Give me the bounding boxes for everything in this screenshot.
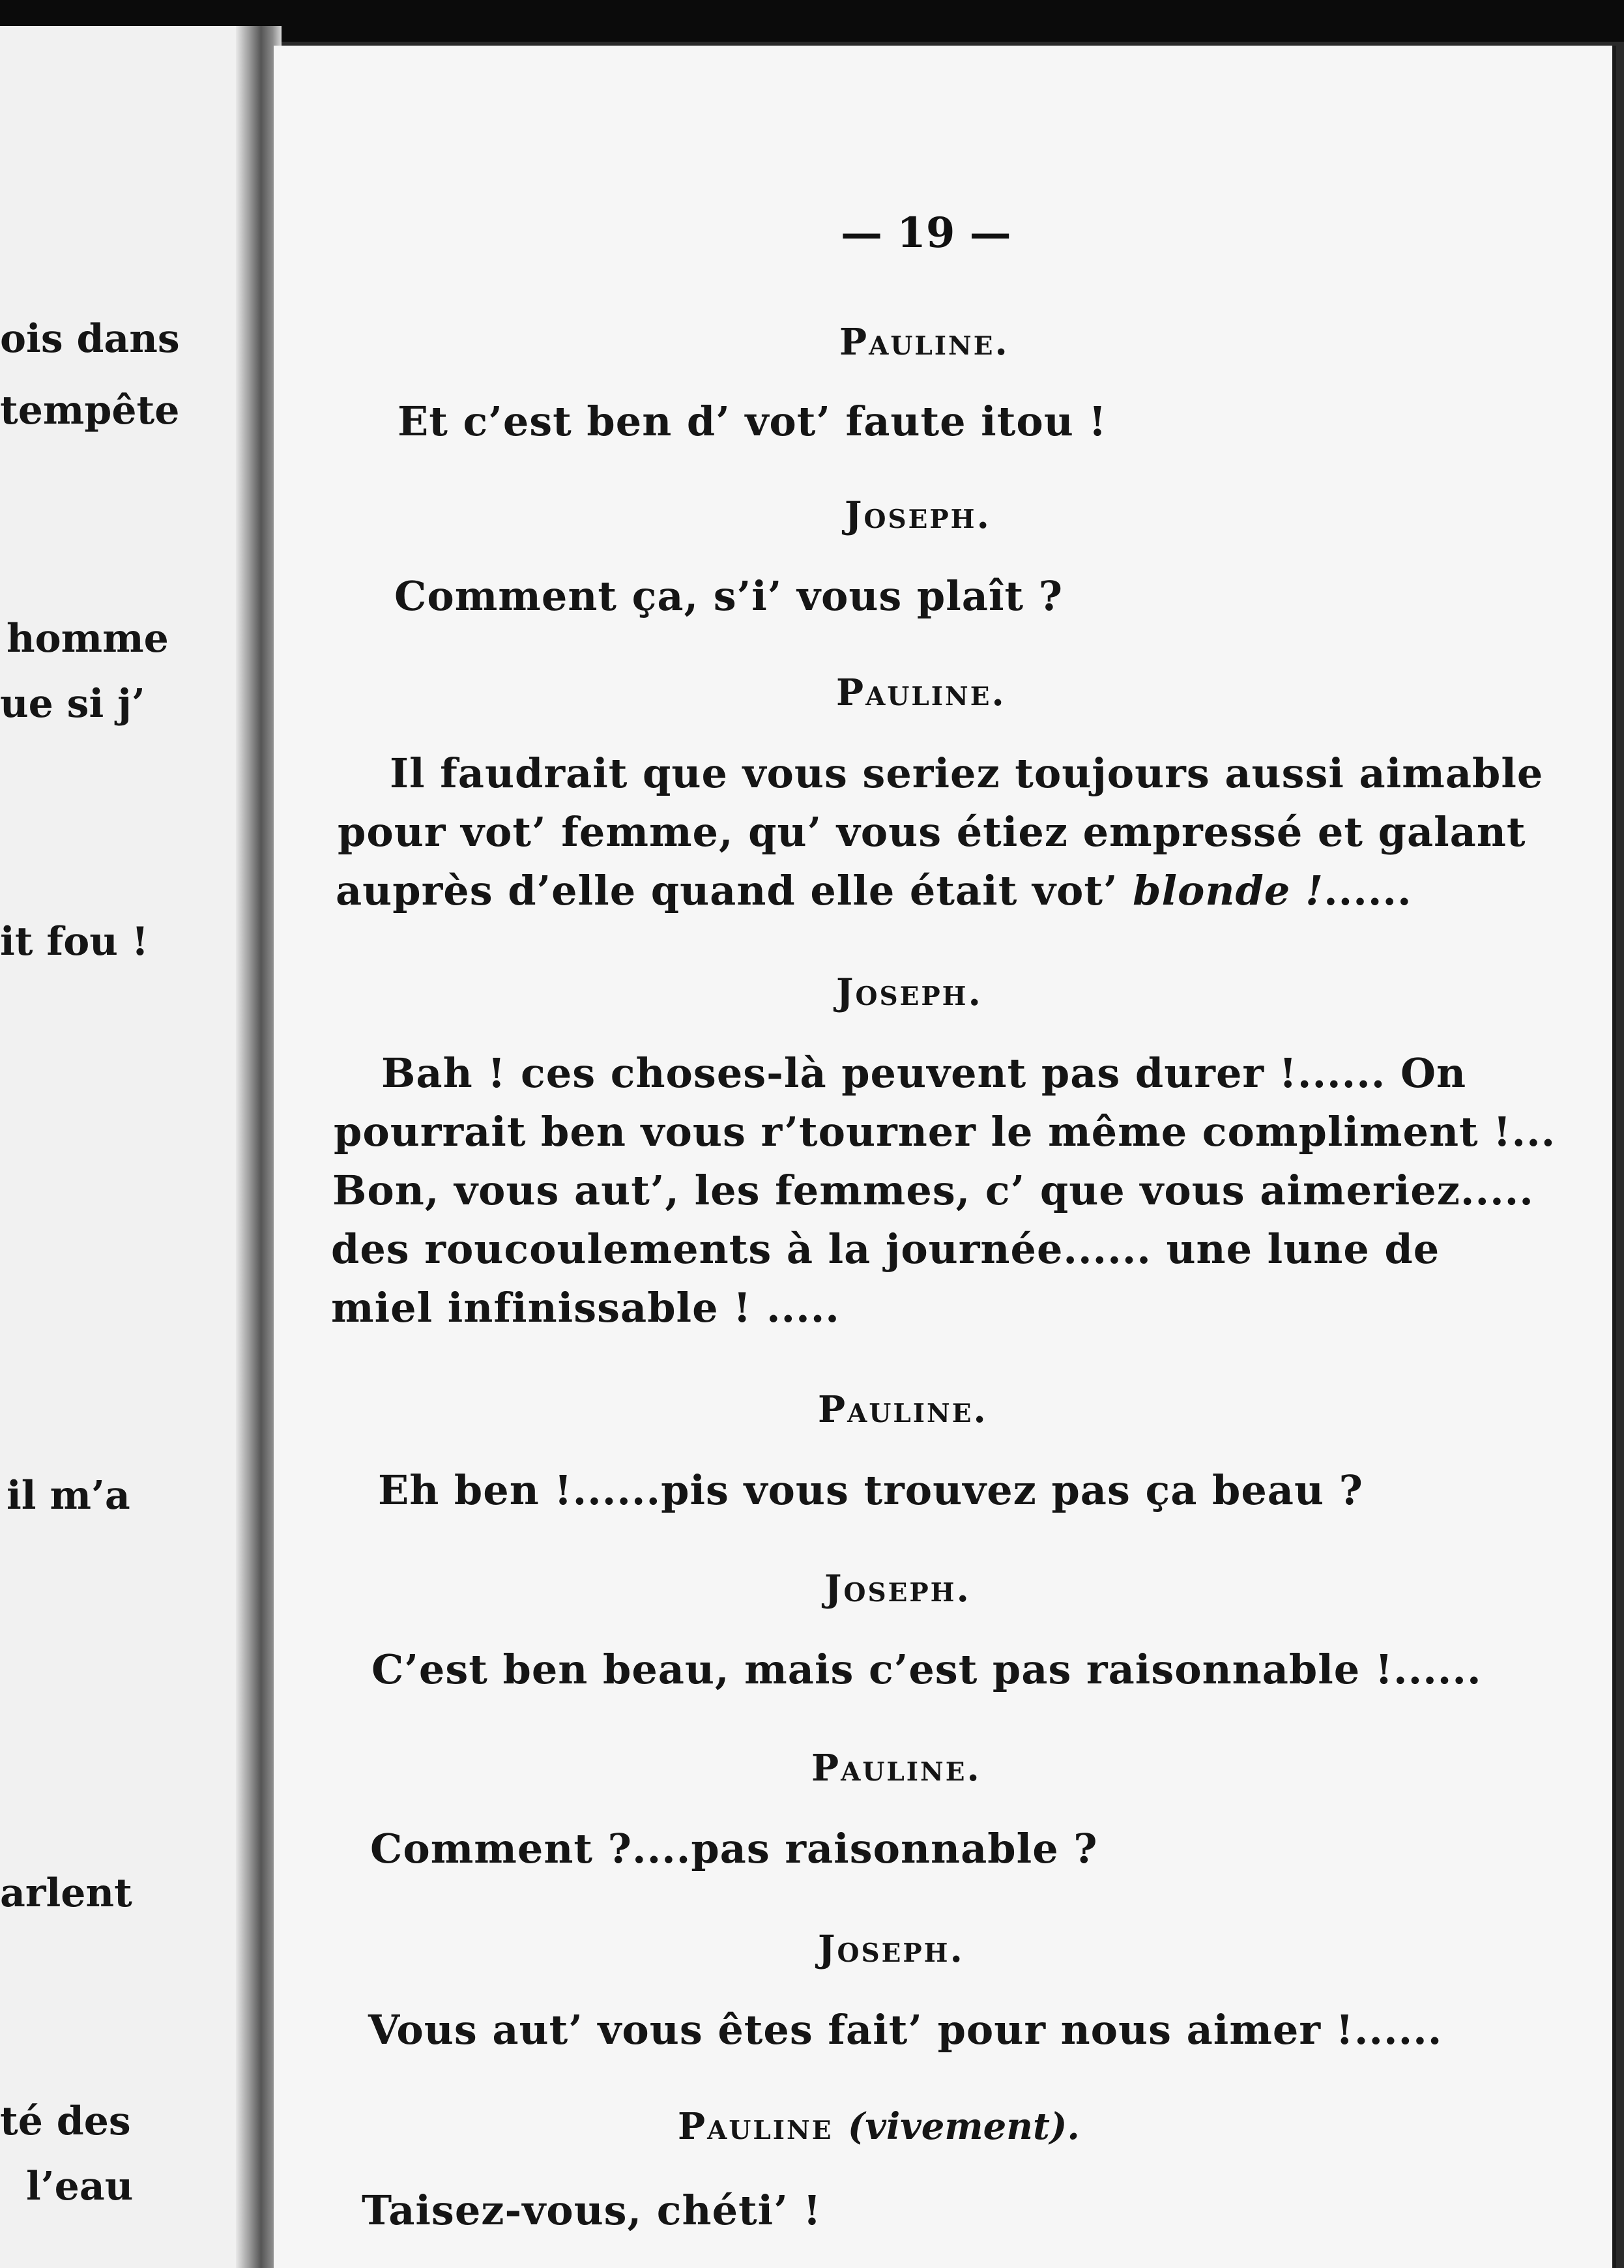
dialogue-line: Comment ça, s’i’ vous plaît ? bbox=[394, 572, 1064, 620]
speaker-label: Pauline. bbox=[836, 671, 1006, 714]
dialogue-line: Taisez-vous, chéti’ ! bbox=[362, 2187, 822, 2234]
speaker-label: Pauline. bbox=[811, 1747, 981, 1790]
left-fragment: it fou ! bbox=[0, 919, 149, 965]
dialogue-line: Bah ! ces choses-là peuvent pas durer !...... On bbox=[381, 1049, 1467, 1097]
page-number: — 19 — bbox=[841, 209, 1011, 257]
dialogue-line: Eh ben !......pis vous trouvez pas ça beau ? bbox=[378, 1466, 1363, 1514]
speaker-label: Joseph. bbox=[845, 494, 992, 537]
speaker-label: Pauline. bbox=[818, 1388, 988, 1431]
left-fragment: té des bbox=[0, 2099, 131, 2144]
speaker-label: Pauline. bbox=[839, 321, 1009, 364]
dialogue-text: auprès d’elle quand elle était vot’ bbox=[336, 867, 1133, 914]
dialogue-line: miel infinissable ! ..... bbox=[331, 1284, 840, 1331]
speaker-label: Joseph. bbox=[836, 971, 983, 1014]
dialogue-line: Vous aut’ vous êtes fait’ pour nous aimer !...... bbox=[368, 2006, 1443, 2054]
dialogue-line: Comment ?....pas raisonnable ? bbox=[370, 1825, 1098, 1872]
dialogue-line bbox=[336, 867, 1412, 914]
left-fragment: ois dans bbox=[0, 316, 180, 362]
speaker-label bbox=[678, 2105, 1080, 2148]
left-page bbox=[0, 26, 254, 2268]
dialogue-line: des roucoulements à la journée...... une lune de bbox=[331, 1225, 1440, 1273]
dialogue-line: Il faudrait que vous seriez toujours aussi aimable bbox=[390, 749, 1544, 797]
dialogue-line: pour vot’ femme, qu’ vous étiez empressé et galant bbox=[338, 808, 1526, 856]
speaker-label: Joseph. bbox=[818, 1928, 965, 1971]
dialogue-line: C’est ben beau, mais c’est pas raisonnable !...... bbox=[371, 1646, 1482, 1693]
left-fragment: il m’a bbox=[7, 1473, 130, 1519]
speaker-label: Joseph. bbox=[824, 1567, 972, 1610]
left-fragment: l’eau bbox=[26, 2164, 134, 2209]
dialogue-text: ...... bbox=[1324, 867, 1412, 914]
dialogue-line: Bon, vous aut’, les femmes, c’ que vous aimeriez..... bbox=[332, 1167, 1534, 1214]
dialogue-emphasis: blonde ! bbox=[1133, 867, 1324, 914]
speaker-name: Pauline bbox=[678, 2105, 834, 2148]
stage-direction: (vivement). bbox=[847, 2105, 1080, 2148]
left-fragment: tempête bbox=[0, 388, 180, 433]
left-fragment: homme bbox=[7, 616, 169, 662]
dialogue-line: pourrait ben vous r’tourner le même compliment !... bbox=[334, 1108, 1556, 1156]
dialogue-line: Et c’est ben d’ vot’ faute itou ! bbox=[398, 398, 1107, 445]
left-fragment: ue si j’ bbox=[0, 681, 145, 727]
left-fragment: arlent bbox=[0, 1870, 132, 1916]
